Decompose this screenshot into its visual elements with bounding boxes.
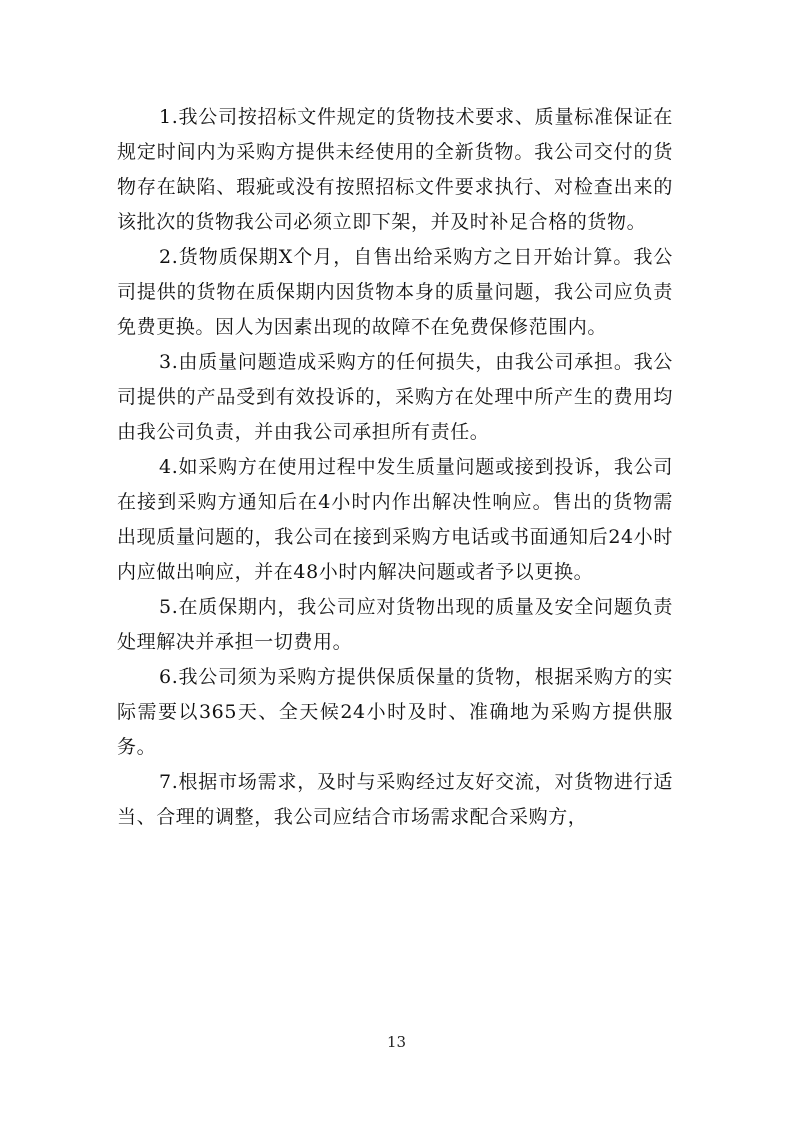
paragraph-6: 6.我公司须为采购方提供保质保量的货物，根据采购方的实际需要以365天、全天候24小时及时、准确地为采购方提供服务。 (117, 666, 673, 758)
page-number: 13 (386, 1033, 407, 1051)
paragraph-1: 1.我公司按招标文件规定的货物技术要求、质量标准保证在规定时间内为采购方提供未经使用的全新货物。我公司交付的货物存在缺陷、瑕疵或没有按照招标文件要求执行、对检查出来的该批次的货物我公司必须立即下架，并及时补足合格的货物。 (117, 106, 673, 233)
paragraph-2: 2.货物质保期X个月，自售出给采购方之日开始计算。我公司提供的货物在质保期内因货物本身的质量问题，我公司应负责免费更换。因人为因素出现的故障不在免费保修范围内。 (117, 246, 673, 338)
paragraph-7: 7.根据市场需求，及时与采购经过友好交流，对货物进行适当、合理的调整，我公司应结合市场需求配合采购方， (117, 771, 673, 828)
paragraph-4: 4.如采购方在使用过程中发生质量问题或接到投诉，我公司在接到采购方通知后在4小时内作出解决性响应。售出的货物需出现质量问题的，我公司在接到采购方电话或书面通知后24小时内应做出响应，并在48小时内解决问题或者予以更换。 (117, 456, 673, 583)
paragraph-5: 5.在质保期内，我公司应对货物出现的质量及安全问题负责处理解决并承担一切费用。 (117, 596, 673, 653)
paragraph-3: 3.由质量问题造成采购方的任何损失，由我公司承担。我公司提供的产品受到有效投诉的，采购方在处理中所产生的费用均由我公司负责，并由我公司承担所有责任。 (117, 351, 673, 443)
document-body (117, 100, 673, 835)
